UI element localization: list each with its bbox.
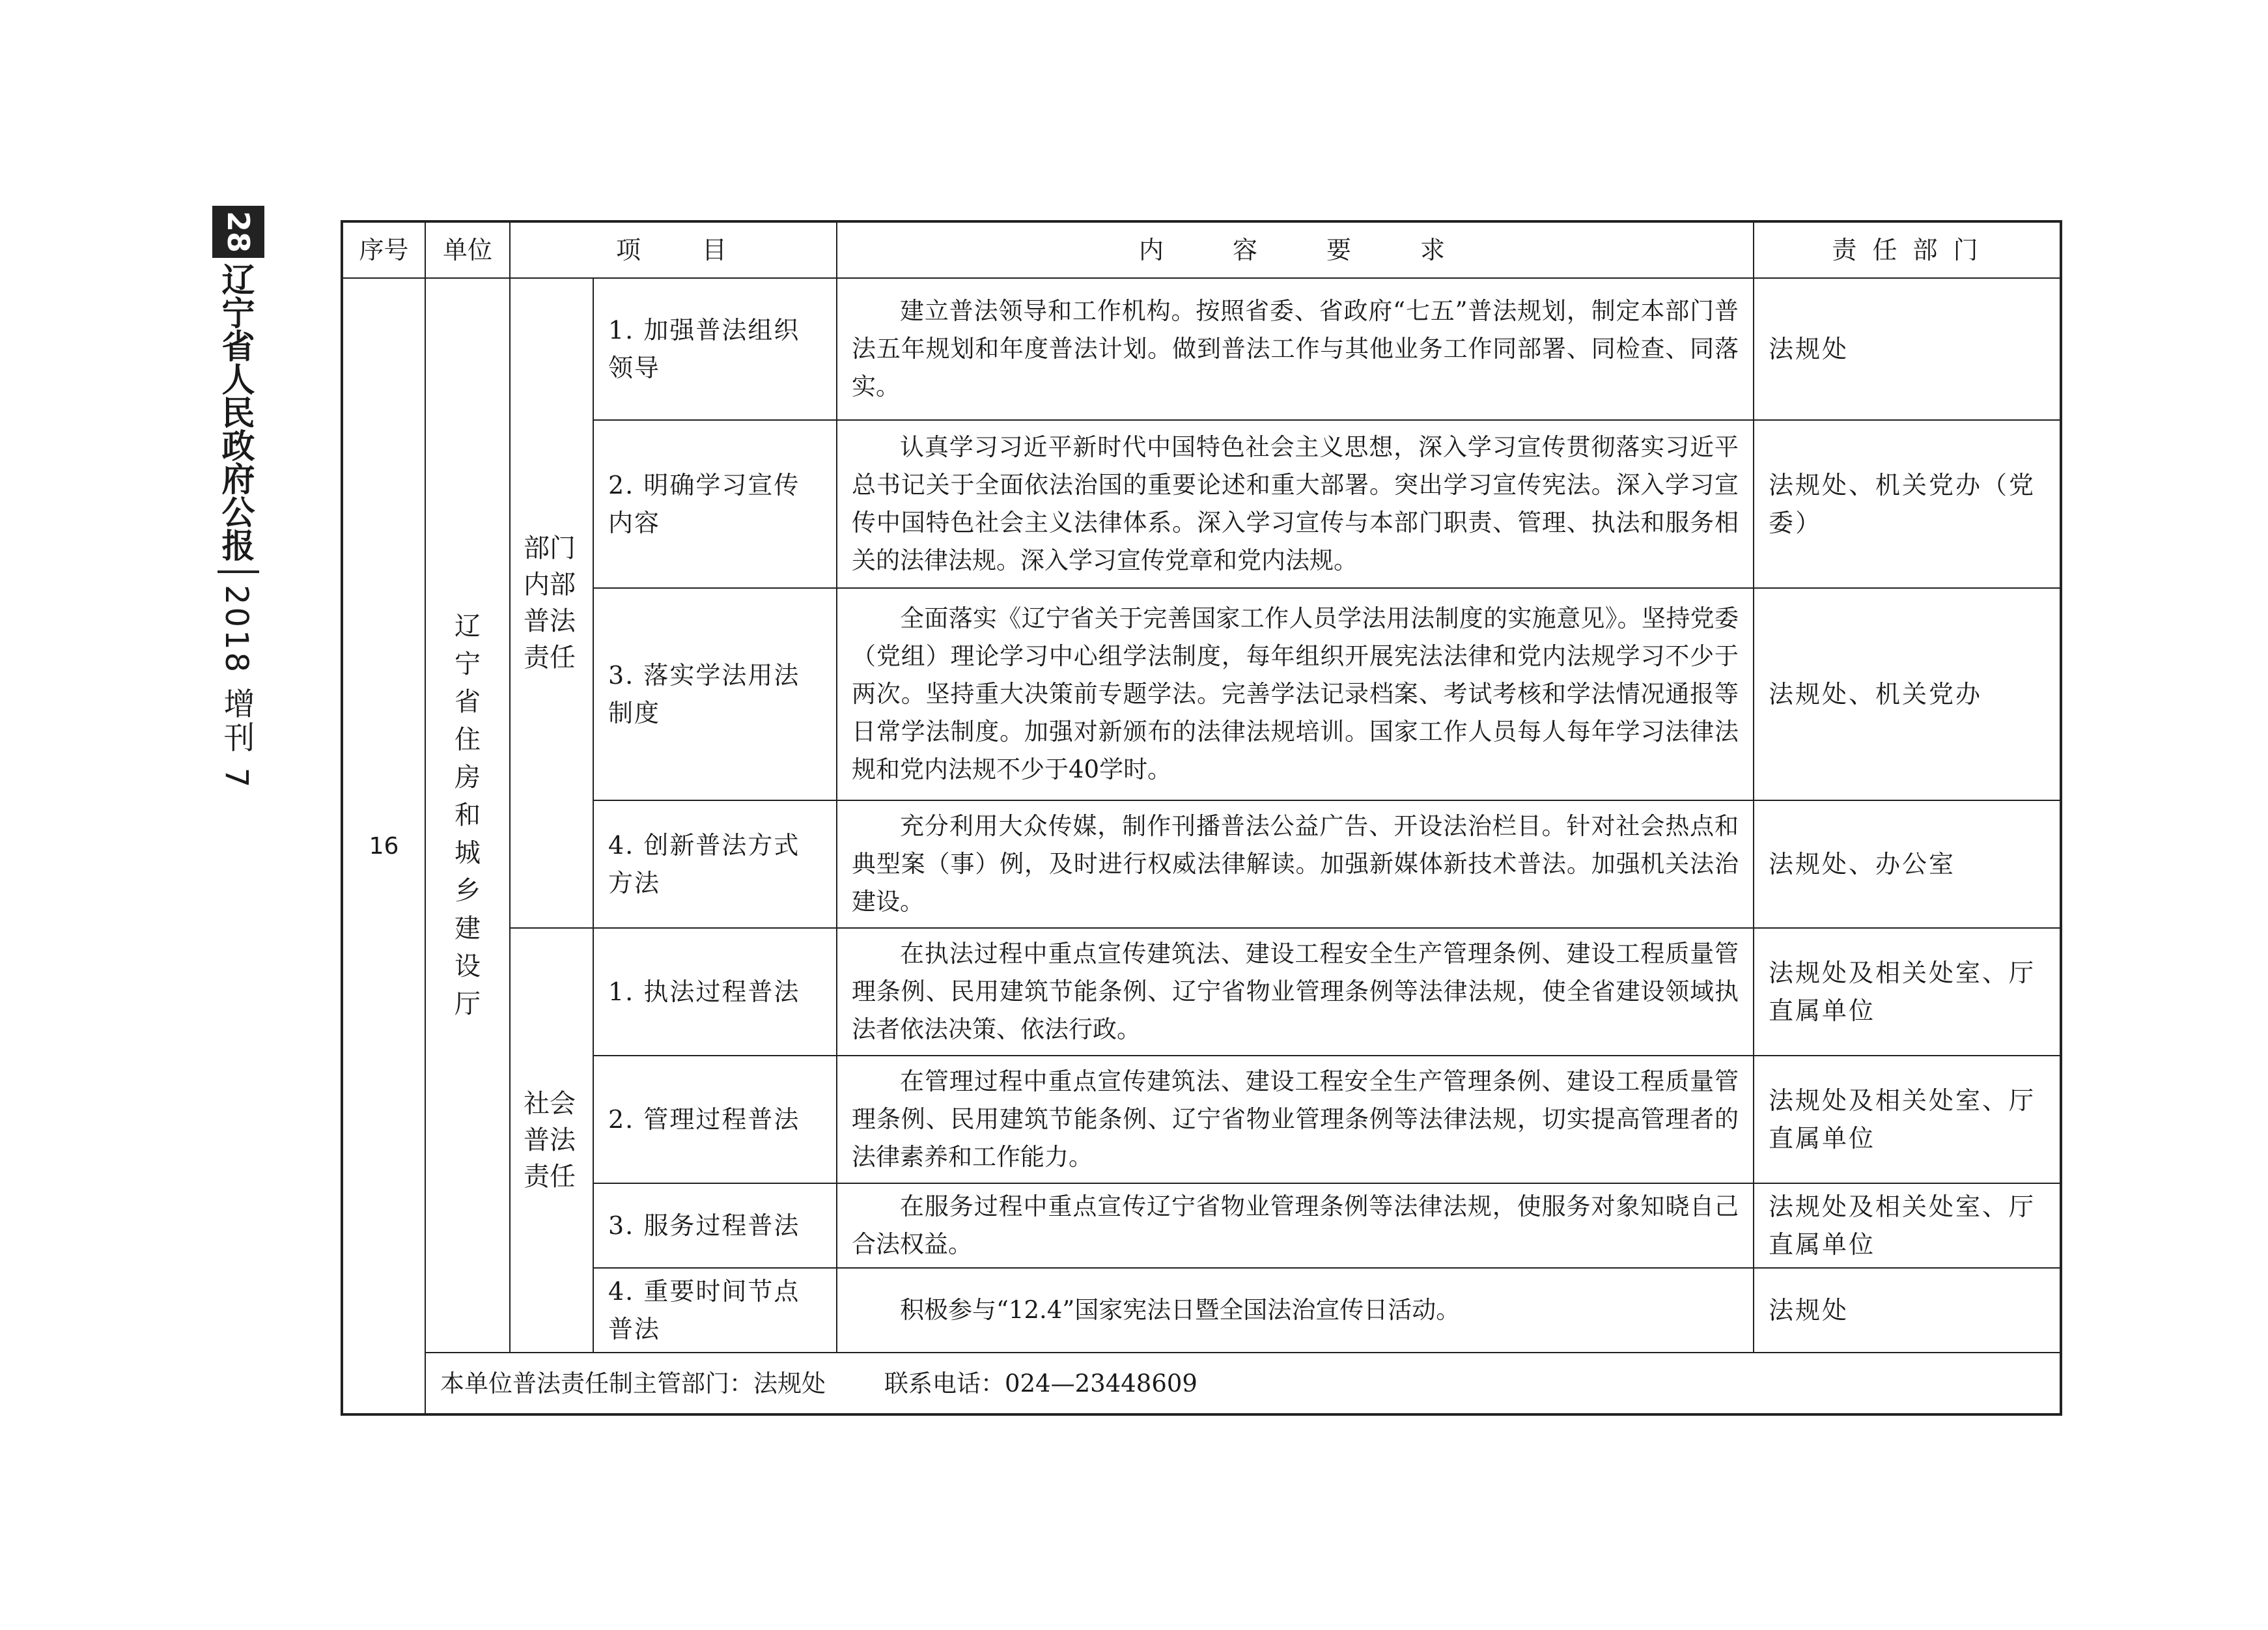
table-row <box>342 928 2061 1056</box>
header-row <box>342 221 2061 278</box>
footer-cell <box>425 1353 2061 1414</box>
footer-dept: 本单位普法责任制主管部门：法规处 <box>440 1369 826 1398</box>
content-text: 在管理过程中重点宣传建筑法、建设工程安全生产管理条例、建设工程质量管理条例、民用建筑节能条例、辽宁省物业管理条例等法律法规，切实提高管理者的法律素养和工作能力。 <box>852 1067 1739 1171</box>
table-row <box>342 800 2061 928</box>
footer-phone: 联系电话：024—23448609 <box>884 1369 1197 1398</box>
unit-char: 厅 <box>455 989 481 1019</box>
side-header <box>208 206 271 792</box>
dept-cell <box>1754 1056 2061 1183</box>
unit-cell <box>425 278 510 1353</box>
content-cell <box>837 928 1754 1056</box>
header-item: 项 目 <box>510 221 837 278</box>
content-cell <box>837 588 1754 800</box>
dept-cell <box>1754 928 2061 1056</box>
page-number: 28 <box>220 210 256 253</box>
table-row <box>342 278 2061 420</box>
table-row <box>342 588 2061 800</box>
journal-title-char: 辽 <box>221 261 255 300</box>
dept-cell <box>1754 278 2061 420</box>
category-label: 社会普法责任 <box>524 1088 576 1192</box>
journal-title-char: 宁 <box>221 294 255 333</box>
dept-label: 法规处、办公室 <box>1769 850 1956 878</box>
item-label: 1. 加强普法组织领导 <box>608 316 800 382</box>
unit-char: 乡 <box>455 876 481 906</box>
item-label: 2. 管理过程普法 <box>608 1105 800 1134</box>
unit-char: 辽 <box>455 611 481 641</box>
seq-cell: 16 <box>342 278 425 1414</box>
unit-char: 设 <box>455 951 481 981</box>
dept-cell <box>1754 800 2061 928</box>
content-text: 充分利用大众传媒，制作刊播普法公益广告、开设法治栏目。针对社会热点和典型案（事）例，及时进行权威法律解读。加强新媒体新技术普法。加强机关法治建设。 <box>852 812 1739 916</box>
dept-label: 法规处、机关党办 <box>1769 680 1983 709</box>
item-cell <box>593 278 837 420</box>
item-label: 4. 创新普法方式方法 <box>608 831 800 897</box>
category-cell <box>510 928 593 1353</box>
journal-title-char: 府 <box>221 460 255 499</box>
content-text: 在服务过程中重点宣传辽宁省物业管理条例等法律法规，使服务对象知晓自己合法权益。 <box>852 1192 1739 1258</box>
unit-char: 建 <box>455 914 481 944</box>
table-row <box>342 1056 2061 1183</box>
item-cell <box>593 800 837 928</box>
item-cell <box>593 588 837 800</box>
dept-label: 法规处、机关党办（党委） <box>1769 471 2036 537</box>
content-text: 在执法过程中重点宣传建筑法、建设工程安全生产管理条例、建设工程质量管理条例、民用建筑节能条例、辽宁省物业管理条例等法律法规，使全省建设领域执法者依法决策、依法行政。 <box>852 940 1739 1043</box>
content-cell <box>837 1268 1754 1353</box>
item-label: 2. 明确学习宣传内容 <box>608 471 800 537</box>
content-cell <box>837 420 1754 588</box>
item-cell <box>593 1056 837 1183</box>
dept-cell <box>1754 1268 2061 1353</box>
dept-label: 法规处及相关处室、厅直属单位 <box>1769 959 2036 1025</box>
dept-label: 法规处 <box>1769 335 1849 363</box>
side-divider <box>217 570 259 573</box>
unit-char: 和 <box>455 800 481 830</box>
category-cell <box>510 278 593 928</box>
unit-char: 宁 <box>455 649 481 679</box>
content-text: 认真学习习近平新时代中国特色社会主义思想，深入学习宣传贯彻落实习近平总书记关于全面依法治国的重要论述和重大部署。突出学习宣传宪法。深入学习宣传中国特色社会主义法律体系。深入学习宣传与本部门职责、管理、执法和服务相关的法律法规。深入学习宣传党章和党内法规。 <box>852 433 1739 574</box>
journal-title-char: 报 <box>221 527 255 566</box>
content-cell <box>837 278 1754 420</box>
content-cell <box>837 1183 1754 1268</box>
item-label: 3. 服务过程普法 <box>608 1211 800 1240</box>
dept-cell <box>1754 420 2061 588</box>
journal-title-char: 公 <box>221 494 255 533</box>
item-cell <box>593 1268 837 1353</box>
unit-char: 省 <box>455 687 481 717</box>
content-cell <box>837 800 1754 928</box>
content-text: 全面落实《辽宁省关于完善国家工作人员学法用法制度的实施意见》。坚持党委（党组）理论学习中心组学法制度，每年组织开展宪法法律和党内法规学习不少于两次。坚持重大决策前专题学法。完善学法记录档案、考试考核和学法情况通报等日常学法制度。加强对新颁布的法律法规培训。国家工作人员每人每年学习法律法规和党内法规不少于40学时。 <box>852 604 1739 783</box>
dept-cell <box>1754 1183 2061 1268</box>
content-text: 建立普法领导和工作机构。按照省委、省政府“七五”普法规划，制定本部门普法五年规划和年度普法计划。做到普法工作与其他业务工作同部署、同检查、同落实。 <box>852 297 1739 400</box>
header-content: 内 容 要 求 <box>837 221 1754 278</box>
item-label: 4. 重要时间节点普法 <box>608 1277 800 1343</box>
item-label: 3. 落实学法用法制度 <box>608 661 800 727</box>
responsibility-table <box>341 220 2060 1411</box>
journal-title-char: 政 <box>221 427 255 466</box>
table-row <box>342 1268 2061 1353</box>
header-seq: 序号 <box>342 221 425 278</box>
footer-row <box>342 1353 2061 1414</box>
page-number-badge <box>212 206 264 258</box>
content-text: 积极参与“12.4”国家宪法日暨全国法治宣传日活动。 <box>900 1296 1461 1324</box>
table-row <box>342 1183 2061 1268</box>
dept-label: 法规处 <box>1769 1296 1849 1325</box>
journal-title-char: 人 <box>221 361 255 400</box>
unit-char: 住 <box>455 725 481 755</box>
category-label: 部门内部普法责任 <box>524 533 576 673</box>
dept-label: 法规处及相关处室、厅直属单位 <box>1769 1192 2036 1259</box>
unit-char: 城 <box>455 838 481 868</box>
unit-name <box>426 608 509 1023</box>
dept-label: 法规处及相关处室、厅直属单位 <box>1769 1086 2036 1153</box>
item-cell <box>593 928 837 1056</box>
journal-title <box>211 261 266 570</box>
content-cell <box>837 1056 1754 1183</box>
issue-label: 2018 增刊 7 <box>218 585 255 791</box>
item-label: 1. 执法过程普法 <box>608 977 800 1006</box>
dept-cell <box>1754 588 2061 800</box>
item-cell <box>593 420 837 588</box>
header-unit: 单位 <box>425 221 510 278</box>
unit-char: 房 <box>455 763 481 793</box>
journal-title-char: 省 <box>221 328 255 367</box>
journal-title-char: 民 <box>221 394 255 433</box>
header-dept: 责 任 部 门 <box>1754 221 2061 278</box>
table-row <box>342 420 2061 588</box>
item-cell <box>593 1183 837 1268</box>
